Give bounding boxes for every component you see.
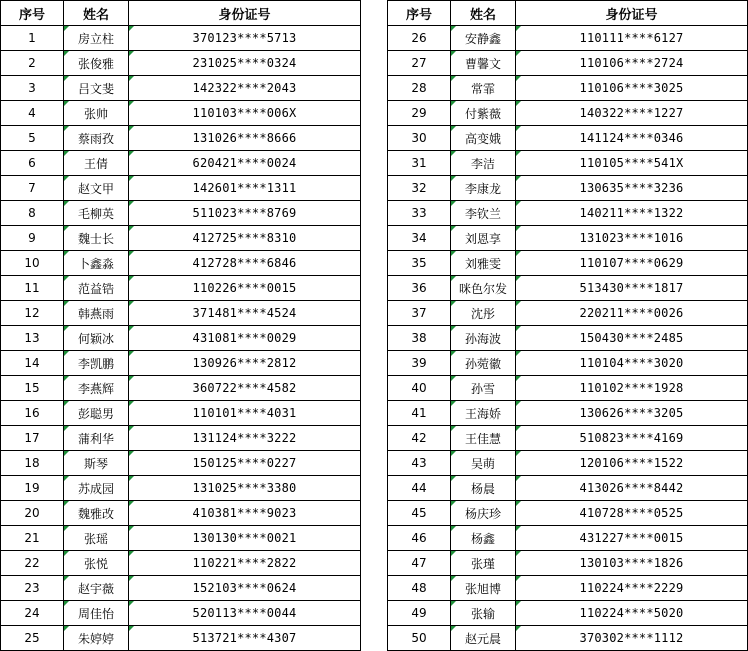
row-number-cell[interactable]: 44 — [388, 476, 451, 501]
table-row — [388, 76, 748, 101]
table-row — [388, 201, 748, 226]
row-number-cell[interactable]: 24 — [1, 601, 64, 626]
table-row — [1, 526, 361, 551]
name-cell[interactable]: 卜鑫淼 — [64, 251, 129, 276]
name-cell[interactable]: 安静鑫 — [451, 26, 516, 51]
table-row — [1, 101, 361, 126]
row-number-cell[interactable]: 19 — [1, 476, 64, 501]
table-row — [1, 376, 361, 401]
table-row — [388, 26, 748, 51]
row-number-cell[interactable]: 15 — [1, 376, 64, 401]
row-number-cell[interactable]: 17 — [1, 426, 64, 451]
id-number-cell[interactable]: 150430****2485 — [516, 326, 748, 351]
name-cell[interactable]: 张瑶 — [64, 526, 129, 551]
table-row — [388, 251, 748, 276]
row-number-cell[interactable]: 33 — [388, 201, 451, 226]
id-number-cell[interactable]: 513721****4307 — [129, 626, 361, 651]
name-cell[interactable]: 蒲利华 — [64, 426, 129, 451]
table-row — [388, 226, 748, 251]
header-row — [388, 1, 748, 26]
table-row — [388, 326, 748, 351]
table-row — [388, 551, 748, 576]
table-row — [388, 501, 748, 526]
table-row — [388, 276, 748, 301]
id-number-cell[interactable]: 110111****6127 — [516, 26, 748, 51]
row-number-cell[interactable]: 45 — [388, 501, 451, 526]
name-cell[interactable]: 杨晨 — [451, 476, 516, 501]
name-cell[interactable]: 张悦 — [64, 551, 129, 576]
name-cell[interactable]: 常霏 — [451, 76, 516, 101]
name-cell[interactable]: 韩燕雨 — [64, 301, 129, 326]
name-cell[interactable]: 杨庆珍 — [451, 501, 516, 526]
row-number-cell[interactable]: 29 — [388, 101, 451, 126]
name-cell[interactable]: 李康龙 — [451, 176, 516, 201]
row-number-cell[interactable]: 7 — [1, 176, 64, 201]
table-row — [388, 101, 748, 126]
header-name[interactable]: 姓名 — [64, 1, 129, 26]
row-number-cell[interactable]: 27 — [388, 51, 451, 76]
id-number-cell[interactable]: 131124****3222 — [129, 426, 361, 451]
table-row — [388, 601, 748, 626]
id-number-cell[interactable]: 131023****1016 — [516, 226, 748, 251]
id-number-cell[interactable]: 231025****0324 — [129, 51, 361, 76]
row-number-cell[interactable]: 16 — [1, 401, 64, 426]
table-row — [1, 276, 361, 301]
name-cell[interactable]: 孙海波 — [451, 326, 516, 351]
table-row — [1, 301, 361, 326]
name-cell[interactable]: 魏雅改 — [64, 501, 129, 526]
row-number-cell[interactable]: 28 — [388, 76, 451, 101]
id-number-cell[interactable]: 131025****3380 — [129, 476, 361, 501]
id-number-cell[interactable]: 511023****8769 — [129, 201, 361, 226]
table-row — [388, 151, 748, 176]
roster-body-left — [1, 26, 361, 651]
table-row — [1, 426, 361, 451]
table-row — [1, 51, 361, 76]
id-number-cell[interactable]: 110102****1928 — [516, 376, 748, 401]
id-number-cell[interactable]: 431081****0029 — [129, 326, 361, 351]
name-cell[interactable]: 咪色尔发 — [451, 276, 516, 301]
row-number-cell[interactable]: 20 — [1, 501, 64, 526]
table-row — [1, 451, 361, 476]
id-number-cell[interactable]: 370123****5713 — [129, 26, 361, 51]
row-number-cell[interactable]: 38 — [388, 326, 451, 351]
name-cell[interactable]: 王倩 — [64, 151, 129, 176]
name-cell[interactable]: 周佳怡 — [64, 601, 129, 626]
row-number-cell[interactable]: 30 — [388, 126, 451, 151]
name-cell[interactable]: 杨鑫 — [451, 526, 516, 551]
table-row — [1, 351, 361, 376]
id-number-cell[interactable]: 150125****0227 — [129, 451, 361, 476]
table-row — [1, 151, 361, 176]
row-number-cell[interactable]: 12 — [1, 301, 64, 326]
table-row — [388, 626, 748, 651]
id-number-cell[interactable]: 110221****2822 — [129, 551, 361, 576]
table-row — [388, 426, 748, 451]
row-number-cell[interactable]: 4 — [1, 101, 64, 126]
name-cell[interactable]: 范益锆 — [64, 276, 129, 301]
table-row — [1, 226, 361, 251]
id-number-cell[interactable]: 110106****2724 — [516, 51, 748, 76]
name-cell[interactable]: 曹馨文 — [451, 51, 516, 76]
name-cell[interactable]: 刘恩享 — [451, 226, 516, 251]
id-number-cell[interactable]: 360722****4582 — [129, 376, 361, 401]
row-number-cell[interactable]: 2 — [1, 51, 64, 76]
name-cell[interactable]: 赵文甲 — [64, 176, 129, 201]
roster-body-right — [388, 26, 748, 651]
name-cell[interactable]: 张瑾 — [451, 551, 516, 576]
id-number-cell[interactable]: 520113****0044 — [129, 601, 361, 626]
row-number-cell[interactable]: 23 — [1, 576, 64, 601]
header-no[interactable]: 序号 — [388, 1, 451, 26]
id-number-cell[interactable]: 110103****006X — [129, 101, 361, 126]
table-row — [1, 476, 361, 501]
id-number-cell[interactable]: 120106****1522 — [516, 451, 748, 476]
table-row — [388, 176, 748, 201]
name-cell[interactable]: 赵宇薇 — [64, 576, 129, 601]
name-cell[interactable]: 张俊雅 — [64, 51, 129, 76]
id-number-cell[interactable]: 142322****2043 — [129, 76, 361, 101]
id-number-cell[interactable]: 110106****3025 — [516, 76, 748, 101]
row-number-cell[interactable]: 48 — [388, 576, 451, 601]
name-cell[interactable]: 刘雅雯 — [451, 251, 516, 276]
name-cell[interactable]: 王佳慧 — [451, 426, 516, 451]
name-cell[interactable]: 付紫薇 — [451, 101, 516, 126]
table-row — [388, 301, 748, 326]
row-number-cell[interactable]: 35 — [388, 251, 451, 276]
row-number-cell[interactable]: 34 — [388, 226, 451, 251]
name-cell[interactable]: 何颖冰 — [64, 326, 129, 351]
name-cell[interactable]: 赵元晨 — [451, 626, 516, 651]
table-row — [1, 126, 361, 151]
name-cell[interactable]: 房立柱 — [64, 26, 129, 51]
table-row — [1, 201, 361, 226]
id-number-cell[interactable]: 110101****4031 — [129, 401, 361, 426]
row-number-cell[interactable]: 49 — [388, 601, 451, 626]
header-name[interactable]: 姓名 — [451, 1, 516, 26]
id-number-cell[interactable]: 410381****9023 — [129, 501, 361, 526]
table-row — [1, 326, 361, 351]
row-number-cell[interactable]: 40 — [388, 376, 451, 401]
row-number-cell[interactable]: 3 — [1, 76, 64, 101]
id-number-cell[interactable]: 620421****0024 — [129, 151, 361, 176]
name-cell[interactable]: 彭聪男 — [64, 401, 129, 426]
row-number-cell[interactable]: 5 — [1, 126, 64, 151]
row-number-cell[interactable]: 42 — [388, 426, 451, 451]
name-cell[interactable]: 高变娥 — [451, 126, 516, 151]
id-number-cell[interactable]: 431227****0015 — [516, 526, 748, 551]
table-row — [1, 601, 361, 626]
row-number-cell[interactable]: 13 — [1, 326, 64, 351]
table-row — [388, 376, 748, 401]
row-number-cell[interactable]: 43 — [388, 451, 451, 476]
id-number-cell[interactable]: 130635****3236 — [516, 176, 748, 201]
table-row — [388, 476, 748, 501]
row-number-cell[interactable]: 26 — [388, 26, 451, 51]
name-cell[interactable]: 魏士长 — [64, 226, 129, 251]
name-cell[interactable]: 王海娇 — [451, 401, 516, 426]
row-number-cell[interactable]: 46 — [388, 526, 451, 551]
name-cell[interactable]: 朱婷婷 — [64, 626, 129, 651]
row-number-cell[interactable]: 37 — [388, 301, 451, 326]
id-number-cell[interactable]: 130130****0021 — [129, 526, 361, 551]
table-row — [1, 76, 361, 101]
id-number-cell[interactable]: 142601****1311 — [129, 176, 361, 201]
table-row — [1, 501, 361, 526]
table-row — [1, 176, 361, 201]
id-number-cell[interactable]: 413026****8442 — [516, 476, 748, 501]
name-cell[interactable]: 吕文斐 — [64, 76, 129, 101]
id-number-cell[interactable]: 371481****4524 — [129, 301, 361, 326]
name-cell[interactable]: 斯琴 — [64, 451, 129, 476]
row-number-cell[interactable]: 1 — [1, 26, 64, 51]
roster-table-right — [387, 0, 748, 651]
header-id[interactable]: 身份证号 — [129, 1, 361, 26]
table-row — [388, 526, 748, 551]
roster-table-left — [0, 0, 361, 651]
id-number-cell[interactable]: 130926****2812 — [129, 351, 361, 376]
row-number-cell[interactable]: 47 — [388, 551, 451, 576]
header-id[interactable]: 身份证号 — [516, 1, 748, 26]
id-number-cell[interactable]: 141124****0346 — [516, 126, 748, 151]
table-row — [1, 401, 361, 426]
name-cell[interactable]: 毛柳英 — [64, 201, 129, 226]
name-cell[interactable]: 张输 — [451, 601, 516, 626]
id-number-cell[interactable]: 110224****5020 — [516, 601, 748, 626]
id-number-cell[interactable]: 140322****1227 — [516, 101, 748, 126]
name-cell[interactable]: 吴萌 — [451, 451, 516, 476]
header-no[interactable]: 序号 — [1, 1, 64, 26]
name-cell[interactable]: 蔡雨孜 — [64, 126, 129, 151]
name-cell[interactable]: 孙雪 — [451, 376, 516, 401]
row-number-cell[interactable]: 36 — [388, 276, 451, 301]
name-cell[interactable]: 李洁 — [451, 151, 516, 176]
table-row — [1, 251, 361, 276]
row-number-cell[interactable]: 9 — [1, 226, 64, 251]
table-row — [1, 576, 361, 601]
row-number-cell[interactable]: 14 — [1, 351, 64, 376]
id-number-cell[interactable]: 130626****3205 — [516, 401, 748, 426]
name-cell[interactable]: 孙菀徽 — [451, 351, 516, 376]
name-cell[interactable]: 苏成园 — [64, 476, 129, 501]
row-number-cell[interactable]: 21 — [1, 526, 64, 551]
id-number-cell[interactable]: 110104****3020 — [516, 351, 748, 376]
id-number-cell[interactable]: 131026****8666 — [129, 126, 361, 151]
id-number-cell[interactable]: 220211****0026 — [516, 301, 748, 326]
id-number-cell[interactable]: 510823****4169 — [516, 426, 748, 451]
name-cell[interactable]: 李凯鹏 — [64, 351, 129, 376]
table-row — [388, 126, 748, 151]
id-number-cell[interactable]: 412725****8310 — [129, 226, 361, 251]
table-row — [1, 551, 361, 576]
name-cell[interactable]: 沈彤 — [451, 301, 516, 326]
row-number-cell[interactable]: 50 — [388, 626, 451, 651]
table-row — [388, 401, 748, 426]
row-number-cell[interactable]: 31 — [388, 151, 451, 176]
table-row — [1, 626, 361, 651]
header-row — [1, 1, 361, 26]
name-cell[interactable]: 李燕辉 — [64, 376, 129, 401]
table-row — [388, 451, 748, 476]
id-number-cell[interactable]: 110226****0015 — [129, 276, 361, 301]
id-number-cell[interactable]: 140211****1322 — [516, 201, 748, 226]
id-number-cell[interactable]: 152103****0624 — [129, 576, 361, 601]
row-number-cell[interactable]: 22 — [1, 551, 64, 576]
table-row — [388, 351, 748, 376]
id-number-cell[interactable]: 513430****1817 — [516, 276, 748, 301]
id-number-cell[interactable]: 370302****1112 — [516, 626, 748, 651]
row-number-cell[interactable]: 39 — [388, 351, 451, 376]
id-number-cell[interactable]: 110224****2229 — [516, 576, 748, 601]
table-row — [388, 576, 748, 601]
id-number-cell[interactable]: 110107****0629 — [516, 251, 748, 276]
id-number-cell[interactable]: 410728****0525 — [516, 501, 748, 526]
row-number-cell[interactable]: 18 — [1, 451, 64, 476]
row-number-cell[interactable]: 11 — [1, 276, 64, 301]
table-row — [1, 26, 361, 51]
name-cell[interactable]: 张帅 — [64, 101, 129, 126]
name-cell[interactable]: 李钦兰 — [451, 201, 516, 226]
id-number-cell[interactable]: 412728****6846 — [129, 251, 361, 276]
name-cell[interactable]: 张旭博 — [451, 576, 516, 601]
row-number-cell[interactable]: 32 — [388, 176, 451, 201]
id-number-cell[interactable]: 130103****1826 — [516, 551, 748, 576]
row-number-cell[interactable]: 6 — [1, 151, 64, 176]
row-number-cell[interactable]: 10 — [1, 251, 64, 276]
row-number-cell[interactable]: 8 — [1, 201, 64, 226]
row-number-cell[interactable]: 25 — [1, 626, 64, 651]
table-row — [388, 51, 748, 76]
id-number-cell[interactable]: 110105****541X — [516, 151, 748, 176]
row-number-cell[interactable]: 41 — [388, 401, 451, 426]
